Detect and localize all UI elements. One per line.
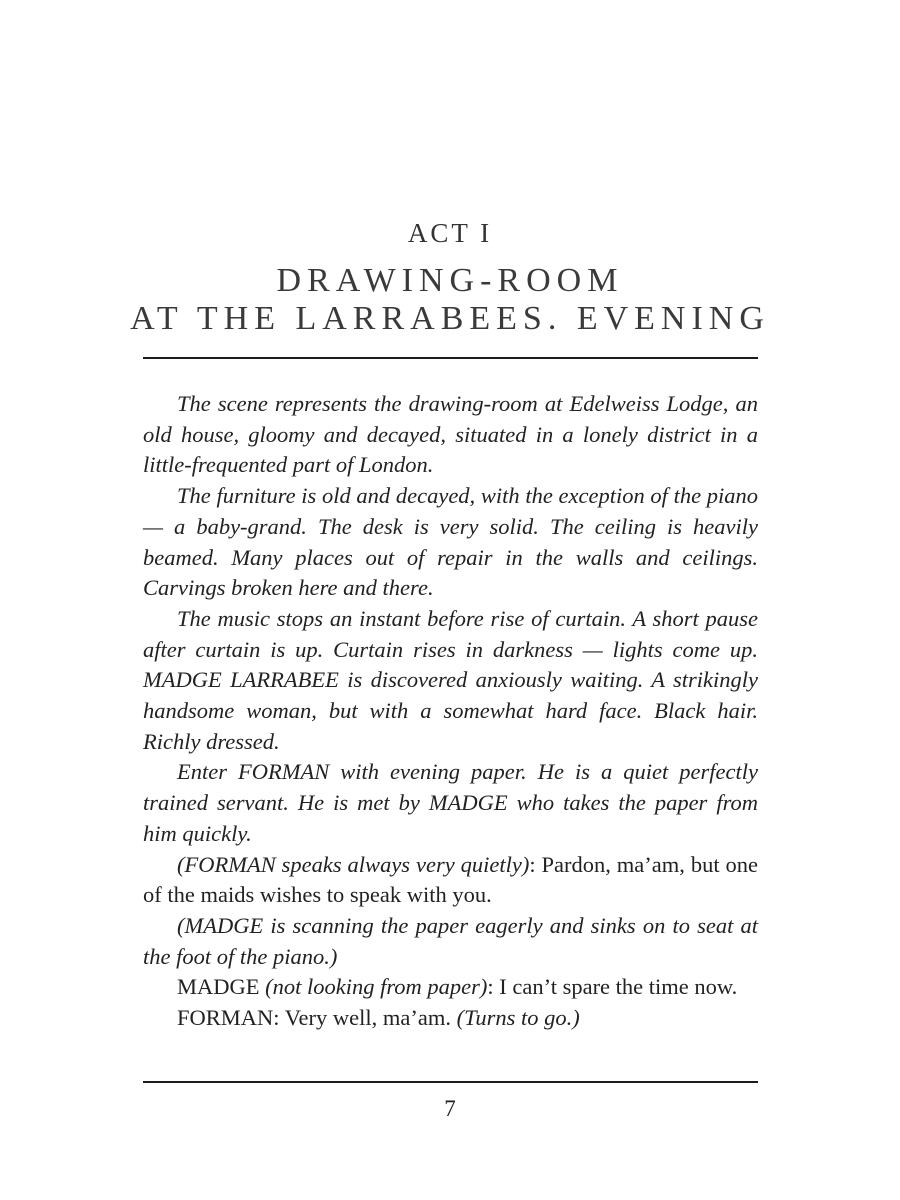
madge-speaker: MADGE: [177, 974, 266, 1000]
forman-direction: (FORMAN speaks always very quietly): [177, 851, 530, 877]
madge-action: (MADGE is scanning the paper eagerly and sinks on to seat at the foot of the piano.): [143, 912, 758, 969]
stage-direction-4: Enter FORMAN with evening paper. He is a quiet perfectly trained servant. He is met by MADGE who takes the paper from him quickly.: [143, 759, 758, 846]
act-label: ACT I: [407, 218, 493, 248]
bottom-divider: [143, 1081, 758, 1083]
stage-direction-2: The furniture is old and decayed, with the exception of the piano — a baby-grand. The desk is very solid. The ceiling is heavily beamed. Many places out of repair in the walls and ceilings. Carvings broken here and there.: [143, 483, 758, 601]
stage-direction-3: The music stops an instant before rise of curtain. A short pause after curtain is up. Curtain rises in darkness — lights come up. MADGE LARRABEE is discovered anxiously waiting. A strikingly handsome woman, but with a somewhat hard face. Black hair. Richly dressed.: [143, 605, 758, 754]
play-text: [143, 389, 758, 1034]
forman-speaker: FORMAN:: [177, 1005, 285, 1031]
forman-speech: [143, 850, 758, 911]
page-number: 7: [444, 1096, 456, 1121]
scene-title-line-2: AT THE LARRABEES. EVENING: [130, 300, 770, 337]
forman-line-2: Very well, ma’am.: [284, 1005, 457, 1031]
top-divider: [143, 357, 758, 359]
scene-title-line-1: DRAWING-ROOM: [276, 262, 624, 299]
forman-direction-2: (Turns to go.): [456, 1005, 580, 1031]
forman-speech-2: [143, 1003, 758, 1034]
stage-direction-1: The scene represents the drawing-room at Edelweiss Lodge, an old house, gloomy and decayed, situated in a lonely district in a little-frequented part of London.: [143, 391, 758, 478]
madge-direction: (not looking from paper): [265, 974, 488, 1000]
forman-line: : Pardon, ma’am, but one of the maids wishes to speak with you.: [143, 851, 758, 908]
madge-speech: [143, 972, 758, 1003]
madge-line: : I can’t spare the time now.: [487, 974, 738, 1000]
